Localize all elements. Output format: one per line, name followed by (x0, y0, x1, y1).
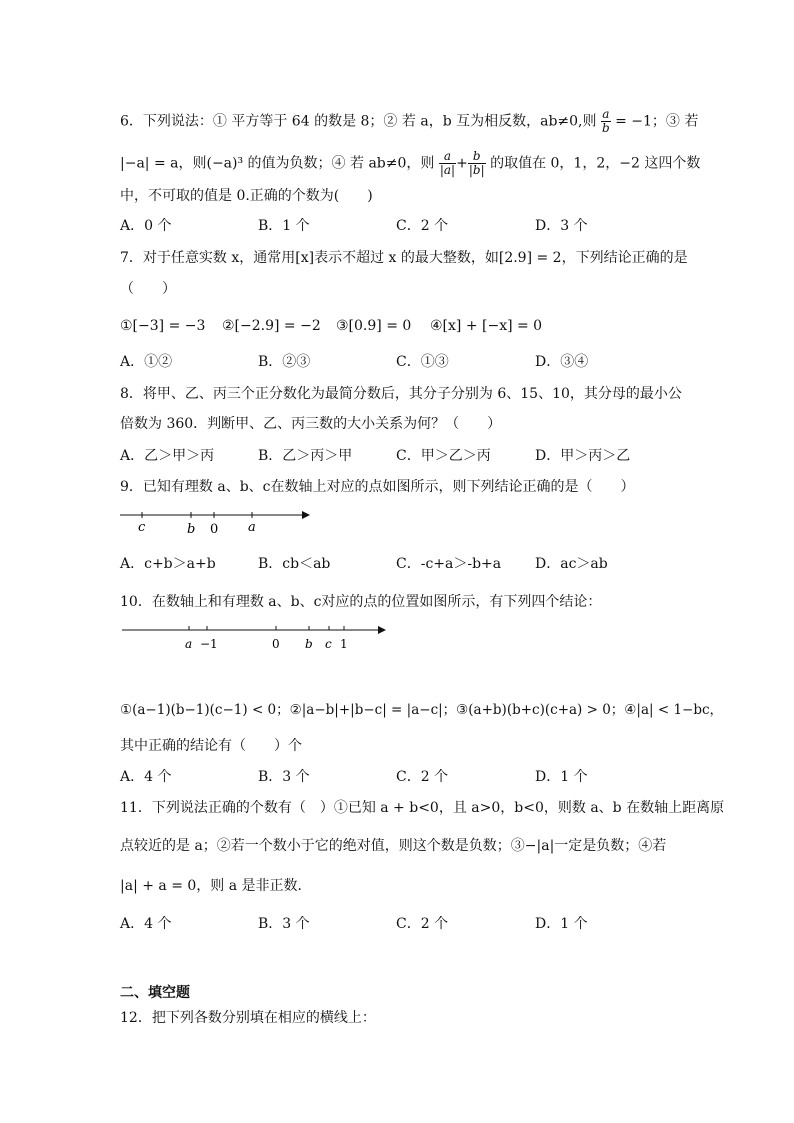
q8-option-c: C．甲＞乙＞丙 (396, 448, 491, 464)
q10-option-c: C．2 个 (396, 769, 449, 785)
q6-option-a: A．0 个 (120, 218, 172, 234)
q8-line1: 8．将甲、乙、丙三个正分数化为最简分数后，其分子分别为 6、15、10，其分母的最小公 (120, 386, 682, 402)
q8-line2: 倍数为 360．判断甲、乙、丙三数的大小关系为何？（ ） (120, 416, 502, 432)
q7-option-b: B．②③ (258, 354, 311, 370)
q7-statement-1: ①[−3] = −3 (120, 318, 206, 334)
q7-option-c: C．①③ (396, 354, 449, 370)
q7-option-a: A．①② (120, 354, 173, 370)
q7-statement-4: ④[x] + [−x] = 0 (430, 318, 543, 334)
q10-option-b: B．3 个 (258, 769, 310, 785)
q9-option-b: B．cb＜ab (258, 556, 331, 572)
q10-option-d: D．1 个 (535, 769, 588, 785)
q8-option-b: B．乙＞丙＞甲 (258, 448, 353, 464)
q9-label-b: b (187, 522, 196, 537)
q10-label-1: 1 (340, 637, 348, 651)
q6-line1 (120, 108, 698, 135)
q9-arrow-icon (302, 511, 310, 519)
q6-text-c: = −1；③ 若 (615, 113, 699, 130)
q9-label-a: a (248, 520, 256, 535)
section-title: 二、填空题 (120, 985, 190, 1001)
q6-line2: |−a| = a，则(−a)³ 的值为负数；④ 若 ab≠0，则 $\frac{a}{|a|}$ + $\frac{b}{|b|}$ 的取值在 0，1，2，−2 这四个数 (120, 149, 701, 177)
q12-line1: 12．把下列各数分别填在相应的横线上： (120, 1010, 376, 1026)
q7-statement-3: ③[0.9] = 0 (336, 318, 412, 334)
q10-line3: 其中正确的结论有（ ）个 (120, 738, 302, 754)
q6-option-b: B．1 个 (258, 218, 310, 234)
q6-option-d: D．3 个 (535, 218, 588, 234)
q11-option-d: D．1 个 (535, 916, 588, 932)
q10-arrow-icon (378, 626, 386, 634)
q9-option-d: D．ac＞ab (535, 556, 608, 572)
q9-label-c: c (138, 520, 146, 535)
q10-line1: 10．在数轴上和有理数 a、b、c对应的点的位置如图所示，有下列四个结论： (120, 594, 602, 610)
q11-option-a: A．4 个 (120, 916, 172, 932)
q6-fraction: $\frac{a}{b}$ (601, 107, 610, 135)
q10-number-line (120, 620, 392, 654)
q6-fraction-b: $\frac{b}{|b|}$ (468, 149, 485, 177)
q10-option-a: A．4 个 (120, 769, 172, 785)
q9-option-c: C．-c+a＞-b+a (396, 556, 502, 572)
q11-option-c: C．2 个 (396, 916, 449, 932)
q6-line3: 中，不可取的值是 0.正确的个数为( ) (120, 188, 373, 204)
q11-line2: 点较近的是 a；②若一个数小于它的绝对值，则这个数是负数；③−|a|一定是负数；④若 (120, 838, 667, 854)
q10-label-minus1: −1 (200, 637, 218, 651)
q7-statement-2: ②[−2.9] = −2 (222, 318, 321, 334)
q8-option-d: D．甲＞丙＞乙 (535, 448, 631, 464)
q6-text-b: a，b 互为相反数，ab≠0,则 (420, 113, 597, 130)
q11-option-b: B．3 个 (258, 916, 310, 932)
q6-option-c: C．2 个 (396, 218, 449, 234)
q6-text-e: 的取值在 0，1，2，−2 这四个数 (490, 155, 701, 172)
q7-line1: 7．对于任意实数 x，通常用[x]表示不超过 x 的最大整数，如[2.9] = 2，下列结论正确的是 (120, 250, 688, 266)
q9-option-a: A．c+b＞a+b (120, 556, 216, 572)
q10-label-0: 0 (272, 637, 280, 651)
q10-label-a: a (185, 637, 193, 651)
q9-number-line (118, 505, 318, 537)
q9-line1: 9．已知有理数 a、b、c在数轴上对应的点如图所示，则下列结论正确的是（ ） (120, 479, 635, 495)
q6-text-d: |−a| = a，则(−a)³ 的值为负数；④ 若 ab≠0，则 (120, 155, 435, 172)
q7-line2: （ ） (120, 281, 176, 297)
q6-text-a: 6．下列说法：① 平方等于 64 的数是 8；② 若 (120, 113, 416, 130)
q9-label-0: 0 (210, 522, 219, 537)
q6-fraction-a: $\frac{a}{|a|}$ (439, 149, 456, 177)
q10-label-c: c (325, 637, 332, 651)
q8-option-a: A．乙＞甲＞丙 (120, 448, 215, 464)
q7-option-d: D．③④ (535, 354, 589, 370)
q11-line3: |a| + a = 0，则 a 是非正数． (120, 878, 312, 894)
q10-statements: ①(a−1)(b−1)(c−1) < 0；②|a−b|+|b−c| = |a−c|；③(a+b)(b+c)(c+a) > 0；④|a| < 1−bc， (120, 702, 724, 718)
q11-line1: 11．下列说法正确的个数有（ ）①已知 a + b<0，且 a>0，b<0，则数 a、b 在数轴上距离原 (120, 800, 725, 816)
q10-label-b: b (305, 637, 313, 651)
